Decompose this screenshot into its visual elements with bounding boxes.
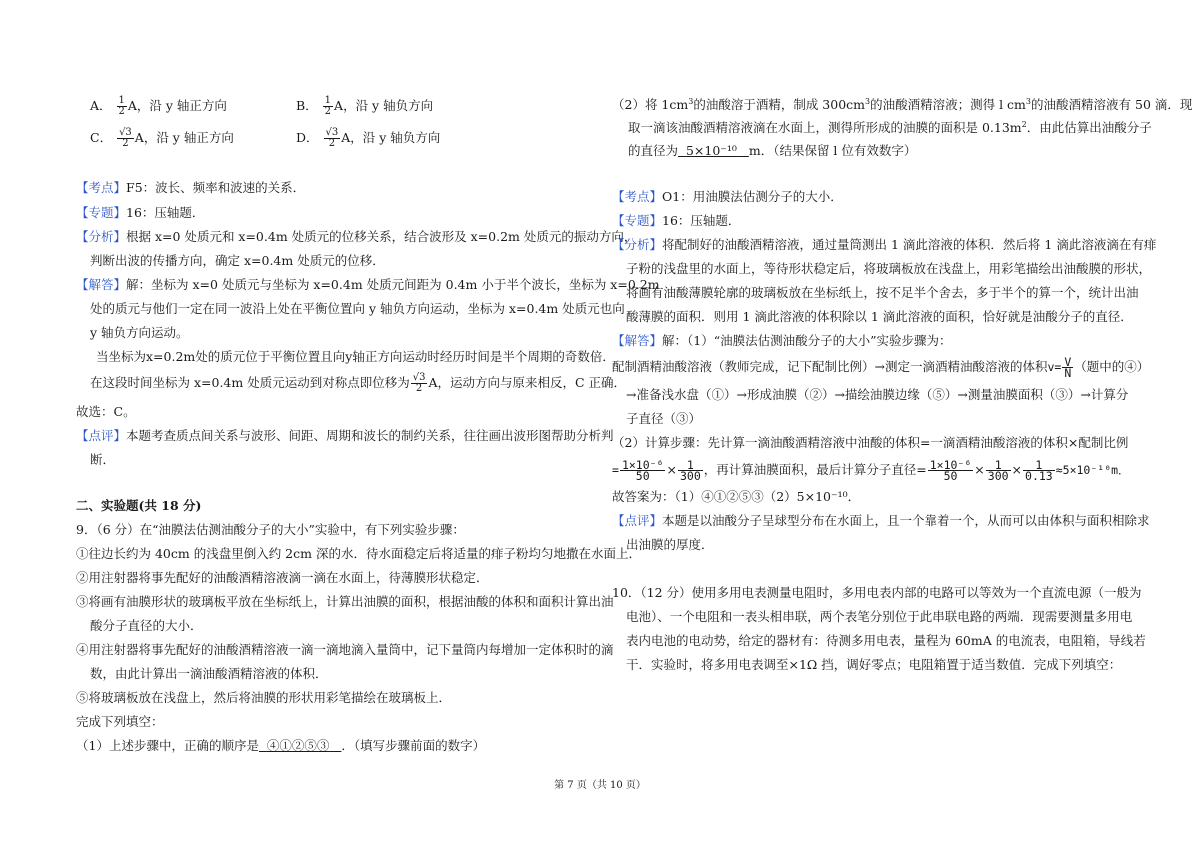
kaodian-text: O1：用油膜法估测分子的大小． [662,189,843,204]
kaodian-line [76,179,305,197]
p2-line-2 [628,119,1152,137]
option-c-label: C． [90,130,113,145]
p2-1d: 的油酸酒精溶液有 50 滴．现 [1031,97,1193,112]
jieda-5b: A，运动方向与原来相反，C 正确． [428,375,627,390]
dianping-text: 本题是以油酸分子呈球型分布在水面上，且一个靠着一个，从而可以由体积与面积相除求 [662,513,1150,528]
v-equals: v= [1047,360,1062,374]
jieda-line-1 [76,276,660,294]
p2-line-3 [628,142,916,160]
option-d-fraction [324,128,341,149]
q10-line-1: 10．（12 分）使用多用电表测量电阻时，多用电表内部的电路可以等效为一个直流电源（一般为 [612,585,1142,600]
dianping-text: 本题考查质点间关系与波形、间距、周期和波长的制约关系，往往画出波形图帮助分析判 [126,428,614,443]
denominator: 2 [324,106,332,117]
option-a-text: A，沿 y 轴正方向 [127,98,227,113]
zhuanti-text: 16：压轴题． [126,205,205,220]
times: × [974,462,985,477]
q10-line-3: 表内电池的电动势，给定的器材有：待测多用电表，量程为 60mA 的电流表，电阻箱，导线若 [626,633,1146,648]
r-fenxi-line-3: 将画有油酸薄膜轮廓的玻璃板放在坐标纸上，按不足半个舍去，多于半个的算一个，统计出油 [626,285,1139,300]
r-jieda-line-3: →准备浅水盘（①）→形成油膜（②）→描绘油膜边缘（⑤）→测量油膜面积（③）→计算分 [626,387,1129,402]
jieda-5-fraction [411,373,428,394]
option-a [90,96,227,117]
kaodian-tag: 【考点】 [76,180,127,195]
fraction-5 [1023,460,1055,481]
v-fraction [1062,357,1073,378]
q9-fill-prompt: 完成下列填空： [76,714,164,729]
numerator: 1 [986,460,1011,471]
q10-line-4: 干．实验时，将多用电表调至×1Ω 挡，调好零点；电阻箱置于适当数值．完成下列填空： [626,657,1122,672]
page-footer: 第 7 页（共 10 页） [554,780,646,791]
jieda-line-5 [90,373,626,394]
q9-step-5: ⑤将玻璃板放在浅盘上，然后将油膜的形状用彩笔描绘在玻璃板上． [76,690,452,705]
jieda-6-mid: ，再计算油膜面积，最后计算分子直径= [703,462,927,477]
superscript: 3 [865,96,871,106]
r-fenxi-line-1 [612,236,1156,254]
jieda-2b: （题中的④） [1074,359,1150,374]
zhuanti-tag: 【专题】 [612,213,663,228]
denominator: N [1064,366,1072,380]
fenxi-tag: 【分析】 [76,229,127,244]
jieda-6-end: ≈5×10⁻¹⁰m． [1055,463,1130,477]
r-answer-line: 故答案为：（1）④①②⑤③（2）5×10⁻¹⁰． [612,489,861,504]
p2-2b: ．由此估算出油酸分子 [1026,120,1152,135]
q9-step-1: ①往边长约为 40cm 的浅盘里倒入约 2cm 深的水．待水面稳定后将适量的痱子粉均匀地撒在水面上． [76,546,641,561]
fenxi-line-2: 判断出波的传播方向，确定 x=0.4m 处质元的位移． [90,253,385,268]
r-jieda-line-2 [612,357,1149,378]
fraction-2 [678,460,703,481]
jieda-line-4: 当坐标为x=0.2m处的质元位于平衡位置且向y轴正方向运动时经历时间是半个周期的奇数倍． [96,349,615,364]
dianping-line-2: 断． [90,452,116,467]
p2-2a: 取一滴该油酸酒精溶液滴在水面上，测得所形成的油膜的面积是 0.13m [628,120,1022,135]
zhuanti-line [76,204,204,222]
jieda-text: 解：（1）“油膜法估测油酸分子的大小”实验步骤为： [662,333,952,348]
p2-1b: 的油酸溶于酒精，制成 300cm [693,97,866,112]
q9-step-2: ②用注射器将事先配好的油酸酒精溶液滴一滴在水面上，待薄膜形状稳定． [76,570,489,585]
r-fenxi-line-4: 酸薄膜的面积．则用 1 滴此溶液的体积除以 1 滴此溶液的面积，恰好就是油酸分子的直径． [626,309,1133,324]
q9-step-3a: ③将画有油膜形状的玻璃板平放在坐标纸上，计算出油膜的面积，根据油酸的体积和面积计算出油 [76,594,614,609]
p2-line-1 [612,96,1192,114]
denominator: 2 [328,138,336,149]
p2-3b: m．（结果保留 l 位有效数字） [748,143,917,158]
answer-line: 故选：C。 [76,404,136,419]
q9-part-1-text: （1）上述步骤中，正确的顺序是 [76,738,259,753]
option-a-fraction [117,96,127,117]
r-jieda-line-6 [612,460,1130,481]
jieda-text: 解：坐标为 x=0 处质元与坐标为 x=0.4m 处质元间距为 0.4m 小于半个波长，坐标为 x=0.2m [126,277,660,292]
denominator: 300 [987,469,1009,483]
numerator: √3 [325,127,339,138]
numerator: 1 [1023,460,1055,471]
answer-value: 5×10⁻¹⁰ [685,143,737,158]
fenxi-text: 根据 x=0 处质元和 x=0.4m 处质元的位移关系，结合波形及 x=0.2m 处质元的振动方向， [126,229,637,244]
numerator: 1×10⁻⁶ [621,458,664,472]
q9-part-1 [76,737,485,755]
option-c-text: A，沿 y 轴正方向 [134,130,234,145]
denominator: 300 [679,469,701,483]
denominator: 0.13 [1025,469,1053,483]
kaodian-tag: 【考点】 [612,189,663,204]
fenxi-tag: 【分析】 [612,237,663,252]
section-heading: 二、实验题(共 18 分) [76,498,202,513]
jieda-5a: 在这段时间坐标为 x=0.4m 处质元运动到对称点即位移为 [90,375,410,390]
jieda-tag: 【解答】 [612,333,663,348]
option-b-label: B． [296,98,318,113]
q9-part-1-note: ．（填写步骤前面的数字） [341,738,486,753]
option-c-fraction [117,128,134,149]
r-jieda-line-1 [612,332,952,350]
r-jieda-line-5: （2）计算步骤：先计算一滴油酸酒精溶液中油酸的体积=一滴酒精油酸溶液的体积×配制比例 [612,435,1129,450]
q9-step-3b: 酸分子直径的大小． [90,618,203,633]
zhuanti-text: 16：压轴题． [662,213,741,228]
denominator: 50 [635,469,650,483]
r-zhuanti-line [612,212,740,230]
fraction-4 [986,460,1011,481]
p2-3a: 的直径为 [628,143,679,158]
denominator: 2 [118,106,125,117]
p2-1c: 的油酸酒精溶液；测得 l cm [870,97,1026,112]
jieda-2a: 配制酒精油酸溶液（教师完成，记下配制比例）→测定一滴酒精油酸溶液的体积 [612,359,1048,374]
denominator: 2 [122,138,129,149]
p2-1a: （2）将 1cm [612,97,689,112]
r-kaodian-line [612,188,843,206]
numerator: 1 [678,460,703,471]
times: × [1011,462,1023,477]
option-c [90,128,234,149]
superscript: 3 [688,96,694,106]
numerator: √3 [119,127,132,138]
jieda-line-2: 处的质元与他们一定在同一波沿上处在平衡位置向 y 轴负方向运动，坐标为 x=0.4m 处质元也向 [90,301,625,316]
option-a-label: A． [90,98,112,113]
q10-line-2: 电池）、一个电阻和一表头相串联，两个表笔分别位于此串联电路的两端．现需要测量多用电 [626,609,1133,624]
option-d-label: D． [296,130,319,145]
denominator: 50 [943,469,958,483]
q9-step-4b: 数，由此计算出一滴油酸酒精溶液的体积． [90,666,328,681]
fraction-3 [928,460,974,481]
dianping-tag: 【点评】 [612,513,663,528]
q9-heading: 9．（6 分）在“油膜法估测油酸分子的大小”实验中，有下列实验步骤： [76,522,465,537]
fenxi-line-1 [76,228,636,246]
numerator: √3 [412,372,426,383]
numerator: 1×10⁻⁶ [929,458,972,472]
answer-value: ④①②⑤③ [266,738,330,753]
numerator: 1 [324,95,332,106]
jieda-tag: 【解答】 [76,277,127,292]
q9-part-1-answer [259,738,341,753]
kaodian-text: F5：波长、频率和波速的关系． [126,180,306,195]
times: × [666,462,677,477]
option-d [296,128,440,149]
dianping-tag: 【点评】 [76,428,127,443]
option-d-text: A，沿 y 轴负方向 [341,130,441,145]
denominator: 2 [415,383,423,394]
p2-answer [678,143,749,158]
r-dianping-line-2: 出油膜的厚度． [626,537,714,552]
fraction-1 [620,460,666,481]
option-b [296,96,433,117]
numerator: V [1064,355,1072,369]
zhuanti-tag: 【专题】 [76,205,127,220]
option-b-fraction [323,96,333,117]
superscript: 3 [1025,96,1032,106]
jieda-line-3: y 轴负方向运动。 [90,325,189,340]
dianping-line-1 [76,427,614,445]
numerator: 1 [118,95,125,106]
equals: = [612,463,619,477]
r-fenxi-line-2: 子粉的浅盘里的水面上，等待形状稳定后，将玻璃板放在浅盘上，用彩笔描绘出油酸膜的形状， [626,261,1152,276]
option-b-text: A，沿 y 轴负方向 [334,98,434,113]
q9-step-4a: ④用注射器将事先配好的油酸酒精溶液一滴一滴地滴入量筒中，记下量筒内每增加一定体积时的滴 [76,642,614,657]
r-jieda-line-4: 子直径（③） [626,411,702,426]
r-dianping-line-1 [612,512,1150,530]
superscript: 2 [1021,119,1027,129]
fenxi-text: 将配制好的油酸酒精溶液，通过量筒测出 1 滴此溶液的体积．然后将 1 滴此溶液滴在有痱 [662,237,1157,252]
